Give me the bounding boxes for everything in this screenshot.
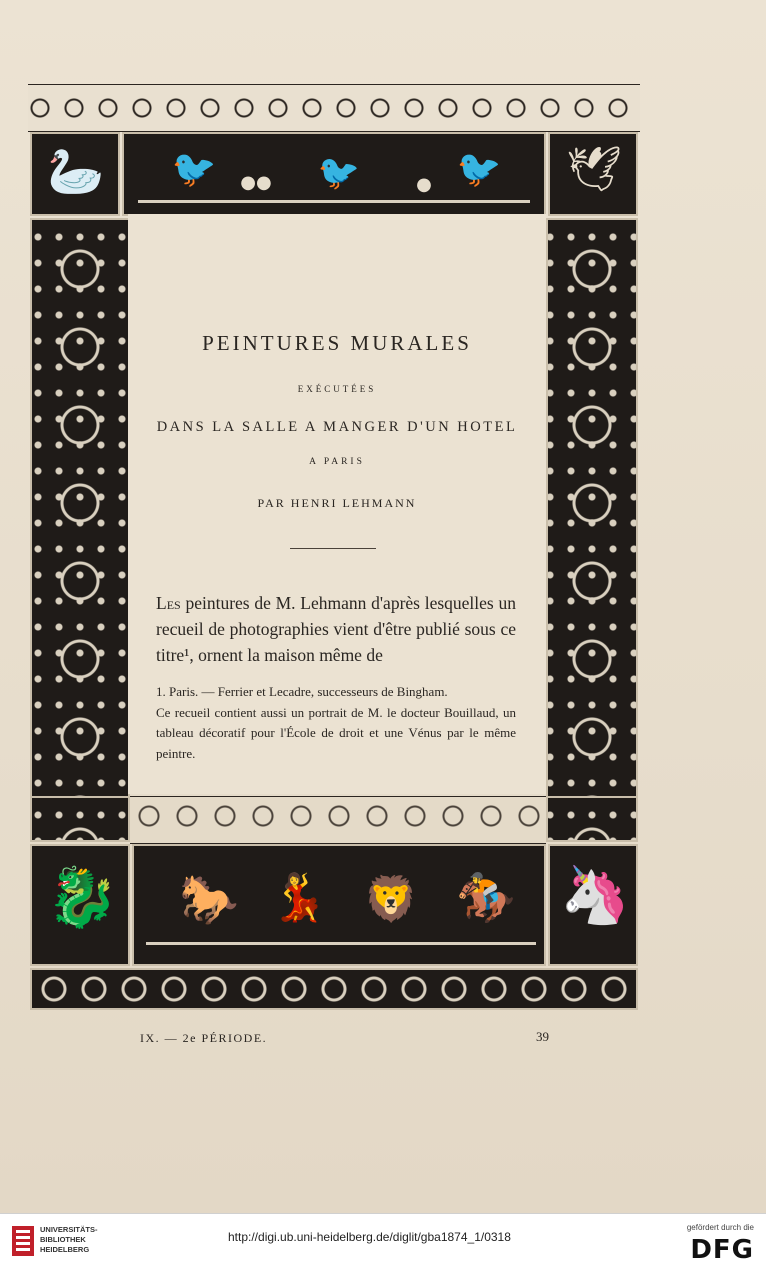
bird-icon: 🐦 xyxy=(171,149,217,190)
top-frieze-panel xyxy=(122,132,546,216)
subtitle-location: DANS LA SALLE A MANGER D'UN HOTEL xyxy=(156,419,518,435)
library-name xyxy=(40,1225,98,1255)
corner-panel-top-right xyxy=(548,132,638,216)
footnote xyxy=(156,682,516,764)
body-paragraph xyxy=(156,590,516,668)
dfg-logo: DFG xyxy=(690,1235,754,1265)
fruit-icon: ● xyxy=(416,174,432,195)
library-logo-icon xyxy=(10,1224,36,1258)
corner-panel-bottom-right xyxy=(548,844,638,966)
bird-icon: 🕊 xyxy=(566,144,622,195)
footnote-line-1: 1. Paris. — Ferrier et Lecadre, successeurs de Bingham. xyxy=(156,684,448,699)
library-name-line-1: UNIVERSITÄTS- xyxy=(40,1225,98,1234)
bottom-mask-band xyxy=(30,968,638,1010)
running-footer-volume: IX. — 2e PÉRIODE. xyxy=(140,1031,268,1045)
pegasus-icon: 🦄 xyxy=(560,863,630,928)
body-lead-word: Les xyxy=(156,593,181,613)
body-text: peintures de M. Lehmann d'après lesquelles un recueil de photographies vient d'être publié sous ce titre¹, ornent la maison même de xyxy=(156,593,516,665)
bird-icon: 🐦 xyxy=(317,153,361,193)
corner-panel-top-left xyxy=(30,132,120,216)
left-column-lower xyxy=(30,796,130,842)
top-scroll-ornament xyxy=(28,84,640,132)
subtitle-executed: EXÉCUTÉES xyxy=(297,384,377,394)
griffin-icon: 🐉 xyxy=(46,863,119,931)
funded-by-label: gefördert durch die xyxy=(686,1223,754,1232)
article-title: PEINTURES MURALES xyxy=(202,331,472,355)
viewer-footer-bar xyxy=(0,1213,766,1270)
swan-icon: 🦢 xyxy=(47,144,105,198)
bird-icon: 🐦 xyxy=(456,149,502,190)
centaur-icon: 🐎 xyxy=(179,872,239,928)
library-name-line-2: BIBLIOTHEK xyxy=(40,1235,86,1244)
left-ornamental-column xyxy=(30,218,130,798)
lower-scroll-frieze xyxy=(130,796,546,844)
centaur-icon: 🏇 xyxy=(456,870,516,926)
library-name-line-3: HEIDELBERG xyxy=(40,1245,90,1254)
corner-panel-bottom-left xyxy=(30,844,130,966)
footnote-line-2: Ce recueil contient aussi un portrait de M. le docteur Bouillaud, un tableau décoratif pour l'École de droit et une Vénus par le même peintre. xyxy=(156,704,516,761)
frieze-ground-line xyxy=(146,942,536,945)
right-ornamental-column xyxy=(546,218,638,798)
frieze-ground-line xyxy=(138,200,530,203)
separator-rule xyxy=(290,548,376,549)
lion-icon: 🦁 xyxy=(363,874,419,925)
centaur-frieze-panel xyxy=(132,844,546,966)
dancer-icon: 💃 xyxy=(270,870,328,924)
fruit-icon: ●● xyxy=(240,172,272,193)
page-number: 39 xyxy=(536,1029,549,1044)
subtitle-city: A PARIS xyxy=(309,457,365,467)
text-panel xyxy=(128,214,546,794)
permalink-url[interactable]: http://digi.ub.uni-heidelberg.de/diglit/gba1874_1/0318 xyxy=(228,1230,511,1244)
byline: PAR HENRI LEHMANN xyxy=(257,496,417,510)
right-column-lower xyxy=(546,796,638,842)
